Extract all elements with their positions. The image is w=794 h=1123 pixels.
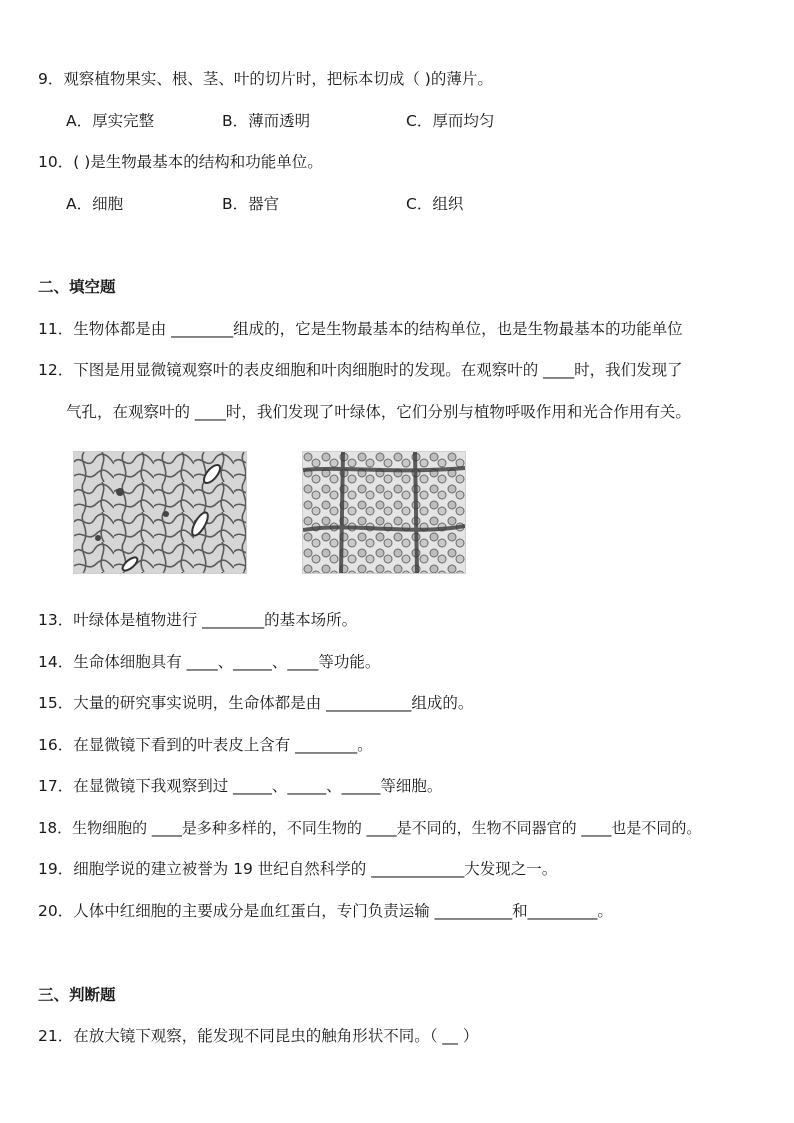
question-11: 11．生物体都是由 ________组成的，它是生物最基本的结构单位，也是生物最基本的功能单位 bbox=[38, 320, 683, 338]
question-18: 18．生物细胞的 ____是多种多样的，不同生物的 ____是不同的，生物不同器官的 ____也是不同的。 bbox=[38, 819, 702, 837]
question-12-line-1: 12．下图是用显微镜观察叶的表皮细胞和叶肉细胞时的发现。在观察叶的 ____时，我们发现了 bbox=[38, 361, 683, 379]
question-19: 19．细胞学说的建立被誉为 19 世纪自然科学的 ____________大发现之一。 bbox=[38, 860, 558, 878]
question-10-option-c: C．组织 bbox=[406, 195, 464, 213]
question-15: 15．大量的研究事实说明，生命体都是由 ___________组成的。 bbox=[38, 694, 474, 712]
epidermis-micrograph bbox=[73, 451, 247, 574]
question-10-option-b: B．器官 bbox=[222, 195, 280, 213]
question-20: 20．人体中红细胞的主要成分是血红蛋白，专门负责运输 __________和_________。 bbox=[38, 902, 613, 920]
question-13: 13．叶绿体是植物进行 ________的基本场所。 bbox=[38, 611, 358, 629]
question-12-line-2: 气孔，在观察叶的 ____时，我们发现了叶绿体，它们分别与植物呼吸作用和光合作用有关。 bbox=[66, 403, 691, 421]
question-10-stem: 10．( )是生物最基本的结构和功能单位。 bbox=[38, 153, 323, 171]
section-2-title: 二、填空题 bbox=[38, 278, 116, 296]
question-16: 16．在显微镜下看到的叶表皮上含有 ________。 bbox=[38, 736, 373, 754]
question-21: 21．在放大镜下观察，能发现不同昆虫的触角形状不同。（ __ ） bbox=[38, 1027, 479, 1045]
question-9-option-b: B．薄而透明 bbox=[222, 112, 311, 130]
question-14: 14．生命体细胞具有 ____、_____、____等功能。 bbox=[38, 653, 381, 671]
microscope-figure bbox=[66, 440, 478, 588]
question-10-option-a: A．细胞 bbox=[66, 195, 124, 213]
question-9-option-c: C．厚而均匀 bbox=[406, 112, 495, 130]
question-9-option-a: A．厚实完整 bbox=[66, 112, 155, 130]
section-3-title: 三、判断题 bbox=[38, 986, 116, 1004]
question-9-stem: 9．观察植物果实、根、茎、叶的切片时，把标本切成（ )的薄片。 bbox=[38, 70, 493, 88]
mesophyll-micrograph bbox=[302, 451, 466, 574]
question-17: 17．在显微镜下我观察到过 _____、_____、_____等细胞。 bbox=[38, 777, 443, 795]
